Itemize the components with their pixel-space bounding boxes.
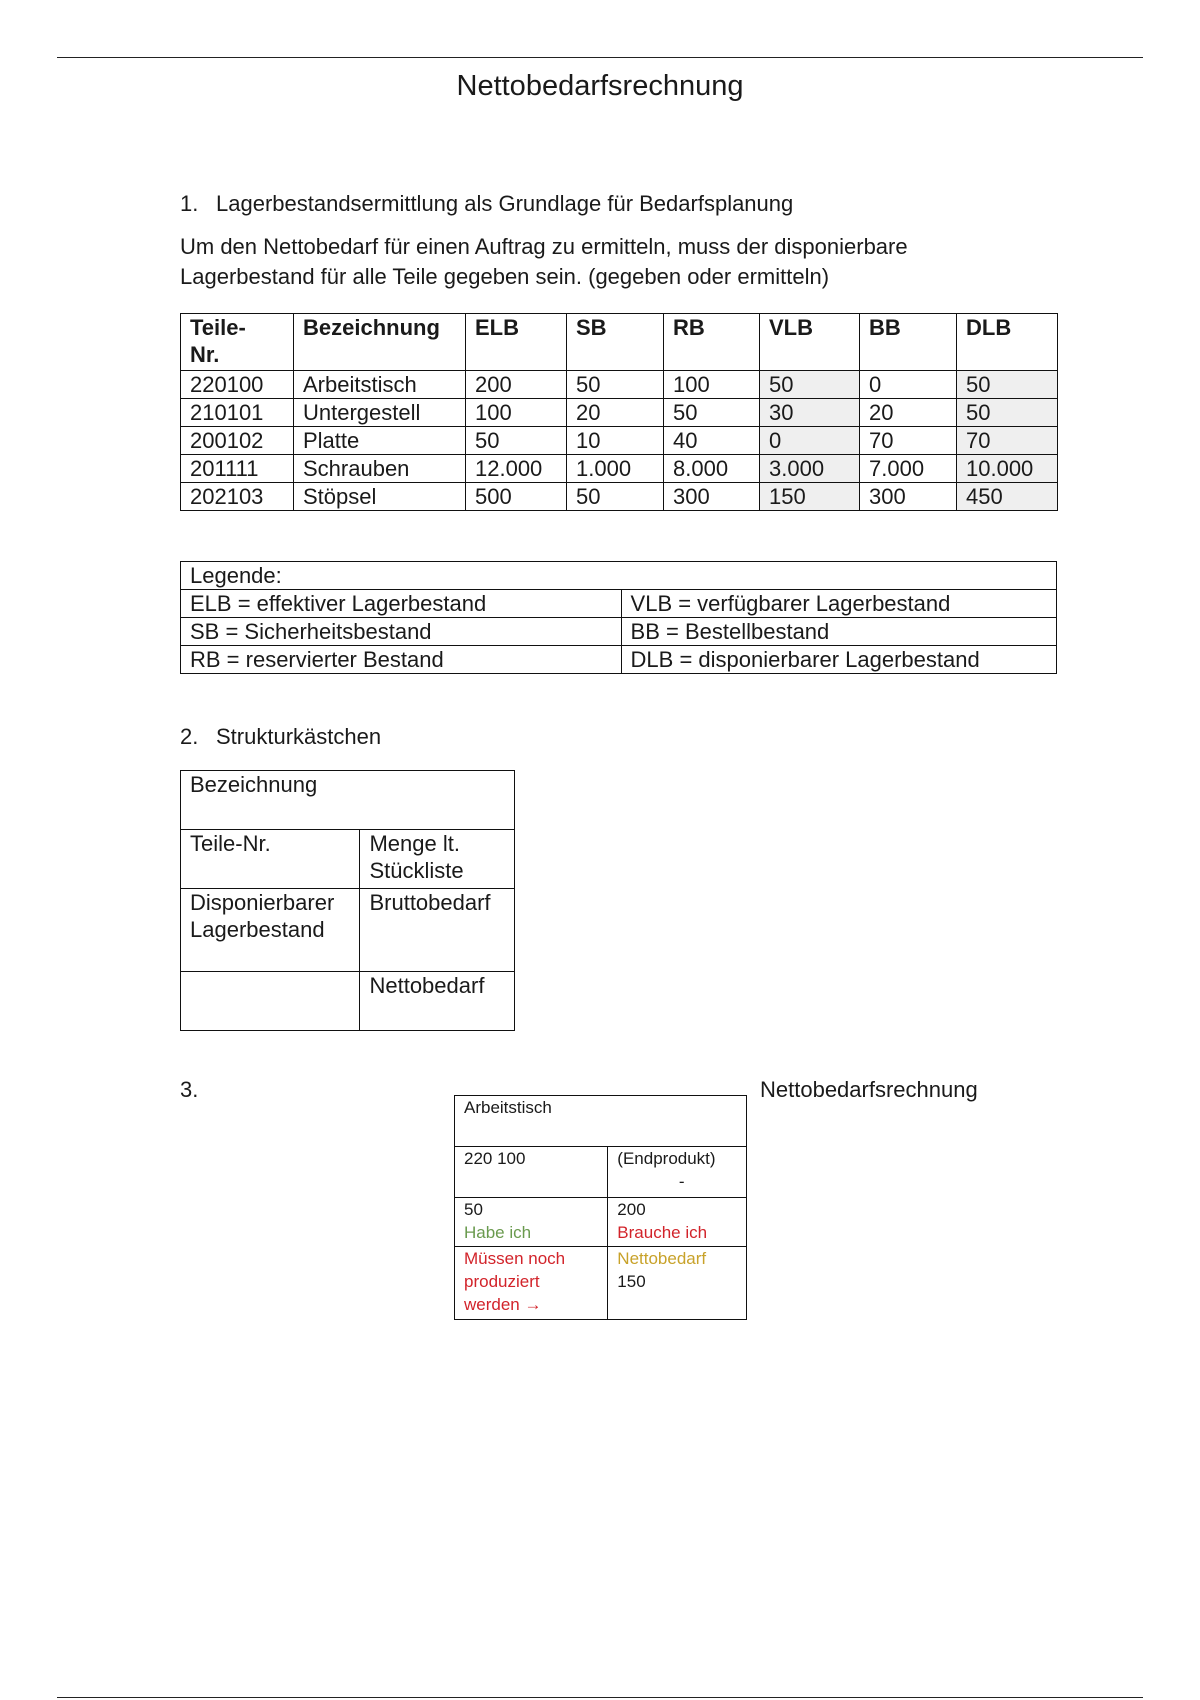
table-row: [181, 371, 1058, 399]
structure-disponierbar: Disponierbarer Lagerbestand: [181, 889, 360, 972]
structure-title: Bezeichnung: [181, 771, 515, 830]
example-brauche-label: Brauche ich: [617, 1223, 708, 1242]
structure-brutto: Bruttobedarf: [360, 889, 515, 972]
cell-elb: 50: [466, 427, 567, 455]
cell-dlb: 450: [957, 483, 1058, 511]
table-row: [181, 455, 1058, 483]
cell-bezeichnung: Platte: [294, 427, 466, 455]
cell-vlb: 3.000: [760, 455, 860, 483]
structure-netto: Nettobedarf: [360, 972, 515, 1031]
cell-teile-nr: 200102: [181, 427, 294, 455]
cell-rb: 40: [664, 427, 760, 455]
legend-entry: RB = reservierter Bestand: [181, 646, 622, 674]
header-bezeichnung: Bezeichnung: [294, 314, 466, 371]
legend-row: [181, 646, 1057, 674]
cell-rb: 50: [664, 399, 760, 427]
section-2-heading: [180, 724, 381, 750]
cell-sb: 10: [567, 427, 664, 455]
header-vlb: VLB: [760, 314, 860, 371]
stock-table: [180, 313, 1058, 511]
header-teile-nr: Teile- Nr.: [181, 314, 294, 371]
cell-vlb: 50: [760, 371, 860, 399]
cell-sb: 50: [567, 483, 664, 511]
cell-rb: 100: [664, 371, 760, 399]
structure-teile-nr: Teile-Nr.: [181, 830, 360, 889]
cell-teile-nr: 210101: [181, 399, 294, 427]
header-sb: SB: [567, 314, 664, 371]
cell-vlb: 30: [760, 399, 860, 427]
cell-rb: 8.000: [664, 455, 760, 483]
cell-sb: 50: [567, 371, 664, 399]
legend-entry: BB = Bestellbestand: [621, 618, 1056, 646]
cell-vlb: 150: [760, 483, 860, 511]
cell-teile-nr: 201111: [181, 455, 294, 483]
example-teile-nr: 220 100: [455, 1147, 608, 1198]
section-1-number: 1.: [180, 191, 199, 216]
header-dlb: DLB: [957, 314, 1058, 371]
header-bb: BB: [860, 314, 957, 371]
structure-empty: [181, 972, 360, 1031]
example-netto-label: Nettobedarf: [617, 1249, 707, 1268]
top-rule: [57, 57, 1143, 58]
page-title: Nettobedarfsrechnung: [456, 70, 744, 102]
legend-title: Legende:: [181, 562, 1057, 590]
structure-box: [180, 770, 515, 1031]
section-1-title: Lagerbestandsermittlung als Grundlage für Bedarfsplanung: [216, 191, 794, 216]
cell-bb: 7.000: [860, 455, 957, 483]
legend-title-row: [181, 562, 1057, 590]
paragraph-line-2: Lagerbestand für alle Teile gegeben sein. (gegeben oder ermitteln): [180, 264, 830, 289]
cell-elb: 500: [466, 483, 567, 511]
example-box: [454, 1095, 747, 1320]
example-endprodukt: (Endprodukt): [617, 1149, 716, 1168]
example-brauche-value: 200: [617, 1200, 646, 1219]
cell-dlb: 70: [957, 427, 1058, 455]
section-1-paragraph: [180, 232, 1080, 292]
legend-entry: ELB = effektiver Lagerbestand: [181, 590, 622, 618]
table-row: [181, 483, 1058, 511]
legend-table: [180, 561, 1057, 674]
cell-bb: 20: [860, 399, 957, 427]
header-rb: RB: [664, 314, 760, 371]
cell-vlb: 0: [760, 427, 860, 455]
cell-dlb: 50: [957, 399, 1058, 427]
cell-rb: 300: [664, 483, 760, 511]
cell-elb: 200: [466, 371, 567, 399]
legend-entry: VLB = verfügbarer Lagerbestand: [621, 590, 1056, 618]
example-netto-cell: [608, 1247, 747, 1320]
cell-elb: 100: [466, 399, 567, 427]
bottom-rule: [57, 1697, 1143, 1698]
legend-row: [181, 590, 1057, 618]
cell-bezeichnung: Arbeitstisch: [294, 371, 466, 399]
cell-bezeichnung: Stöpsel: [294, 483, 466, 511]
example-habe-label: Habe ich: [464, 1223, 532, 1242]
cell-bb: 70: [860, 427, 957, 455]
structure-menge: Menge lt. Stückliste: [360, 830, 515, 889]
table-row: [181, 399, 1058, 427]
legend-entry: SB = Sicherheitsbestand: [181, 618, 622, 646]
section-2-number: 2.: [180, 724, 199, 749]
example-endprodukt-cell: [608, 1147, 747, 1198]
legend-row: [181, 618, 1057, 646]
cell-bb: 0: [860, 371, 957, 399]
header-elb: ELB: [466, 314, 567, 371]
section-3-number: 3.: [180, 1077, 199, 1102]
section-2-title: Strukturkästchen: [216, 724, 382, 749]
table-row: [181, 427, 1058, 455]
cell-bb: 300: [860, 483, 957, 511]
cell-teile-nr: 202103: [181, 483, 294, 511]
example-dash: -: [678, 1172, 685, 1191]
cell-elb: 12.000: [466, 455, 567, 483]
cell-sb: 20: [567, 399, 664, 427]
section-3-title: Nettobedarfsrechnung: [760, 1077, 978, 1102]
cell-bezeichnung: Untergestell: [294, 399, 466, 427]
section-1-heading: [180, 191, 793, 217]
example-muessen: Müssen noch produziert werden →: [455, 1247, 608, 1320]
example-title: Arbeitstisch: [455, 1096, 747, 1147]
example-habe-value: 50: [464, 1200, 483, 1219]
cell-teile-nr: 220100: [181, 371, 294, 399]
cell-dlb: 50: [957, 371, 1058, 399]
stock-table-header-row: [181, 314, 1058, 371]
legend-entry: DLB = disponierbarer Lagerbestand: [621, 646, 1056, 674]
example-netto-value: 150: [617, 1272, 646, 1291]
example-habe-cell: [455, 1198, 608, 1247]
cell-bezeichnung: Schrauben: [294, 455, 466, 483]
cell-sb: 1.000: [567, 455, 664, 483]
example-brauche-cell: [608, 1198, 747, 1247]
paragraph-line-1: Um den Nettobedarf für einen Auftrag zu ermitteln, muss der disponierbare: [180, 234, 908, 259]
cell-dlb: 10.000: [957, 455, 1058, 483]
